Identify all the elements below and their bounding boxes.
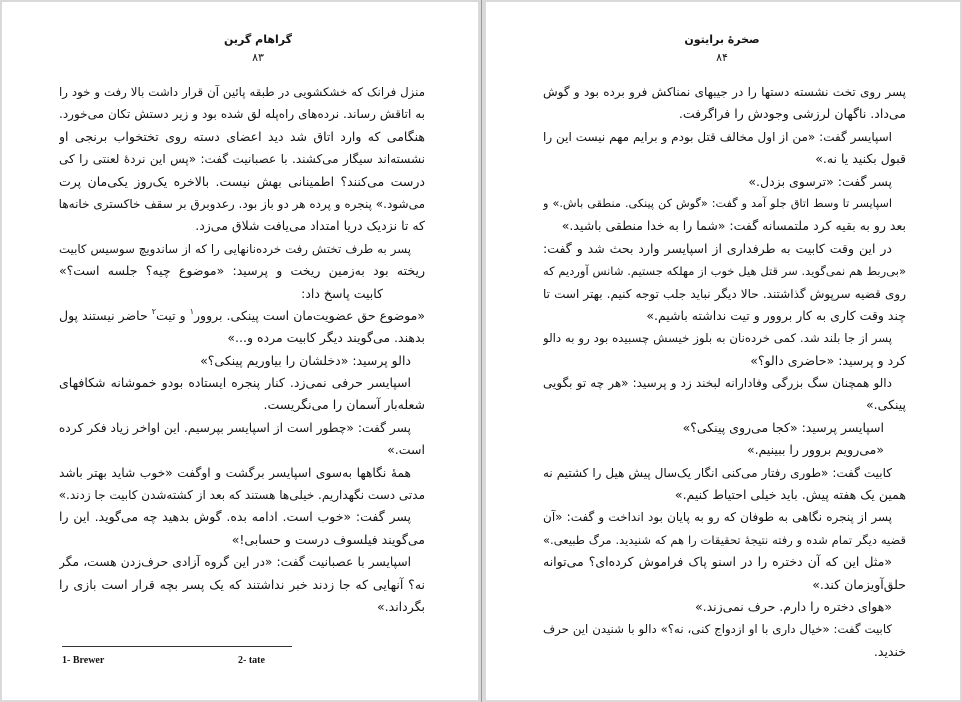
text-line: مدتی دست نگهداریم. خیلی‌ها هستند که بعد از کشته‌شدن کابیت جا زدند.» — [59, 488, 425, 503]
text-line: پینکی.» — [866, 397, 906, 413]
text-line: دالو پرسید: «دخلشان را بیاوریم پینکی؟» — [200, 352, 411, 368]
text-line: که تا نزدیک دریا امتداد می‌یافت شلاق می‌زد. — [195, 218, 425, 234]
text-line: اسپایسر تا وسط اتاق جلو آمد و گفت: «گوش کن پینکی. منطقی باش.» و — [543, 196, 892, 210]
text-line: نشسته‌اند سیگار می‌کشند. با عصبانیت گفت: «پس این نردهٔ لعنتی را کی — [59, 152, 425, 167]
text-line: حلق‌آویزمان کند.» — [812, 576, 906, 592]
text-line: بگرداند.» — [377, 598, 425, 614]
text-line: چند وقت کاری به کار بروور و تیت نداشته باشیم.» — [646, 307, 906, 323]
page-number: ۸۳ — [252, 51, 264, 64]
text-segment: «موضوع حق عضویت‌مان است پینکی. بروور — [194, 307, 425, 323]
text-line: در این وقت کابیت به طرفداری از اسپایسر وارد بحث شد و گفت: — [543, 240, 892, 256]
right-page — [486, 2, 960, 700]
text-line: پسر از جا بلند شد. کمی خرده‌نان به بلوز خیسش چسبیده بود رو به دالو — [543, 331, 892, 346]
text-line: «مثل این که آن دختره را در اسنو پاک فراموش کرده‌ای؟ می‌توانه — [543, 554, 892, 570]
text-line: نه؟ آنهایی که جا زدند خبر نداشتند که یک پسر بچه قرار است بازی را — [59, 576, 425, 592]
left-page — [2, 2, 478, 700]
text-line: پسر از پنجره نگاهی به طوفان که رو به پایان بود انداخت و گفت: «آن — [543, 510, 892, 525]
text-line: خندید. — [873, 643, 906, 659]
text-line: کرد و پرسید: «حاضری دالو؟» — [750, 352, 906, 368]
text-line: همین یک هفته پیش. باید خیلی احتیاط کنیم.» — [674, 487, 906, 503]
text-line: کابیت پاسخ داد: — [301, 285, 383, 301]
running-header-title: صخرهٔ برایتون — [684, 33, 760, 46]
text-line: درست می‌کنند؟ اطمینانی بهش نیست. بالاخره یک‌روز یکی‌مان پرت — [59, 173, 425, 189]
running-header-author: گراهام گرین — [224, 33, 292, 46]
text-segment: حاضر نیستند پول — [59, 307, 152, 323]
text-line: اسپایسر با عصبانیت گفت: «در این گروه آزادی حرف‌زدن هست، مگر — [59, 555, 411, 570]
book-gutter — [481, 0, 482, 702]
page-body-text — [543, 81, 906, 663]
text-line: روی قضیه سرپوش گذاشتند. حالا دیگر نباید جلب توجه کنیم. بهتر است تا — [543, 286, 906, 301]
text-line: به اتاقش رساند. نرده‌های راه‌پله لق شده بود و زیر دستش تکان می‌خورد. — [59, 107, 425, 122]
text-line: «هوای دختره را دارم. حرف نمی‌زند.» — [694, 598, 892, 614]
footnote: 2- tate — [238, 655, 265, 666]
text-line: بعد رو به بقیه کرد ملتمسانه گفت: «شما را به خدا منطقی باشید.» — [561, 218, 906, 234]
text-line — [59, 305, 425, 327]
text-line: پسر گفت: «خوب است. ادامه بده. گوش بدهید چه می‌گوید. این را — [59, 509, 411, 525]
text-line: اسپایسر پرسید: «کجا می‌روی پینکی؟» — [682, 419, 884, 435]
text-line: ریخته بود به‌زمین ریخت و پرسید: «موضوع چیه؟ جلسه است؟» — [59, 263, 425, 279]
footnote-marker: ۲ — [151, 306, 157, 316]
text-line: پسر گفت: «ترسوی بزدل.» — [748, 173, 892, 189]
text-line: همهٔ نگاهها به‌سوی اسپایسر برگشت و اوگفت «خوب شاید بهتر باشد — [59, 465, 411, 480]
text-line: پسر گفت: «چطور است از اسپایسر بپرسیم. این اواخر زیاد فکر کرده — [59, 420, 411, 435]
page-number: ۸۴ — [716, 51, 728, 64]
text-line: «بی‌ربط هم نمی‌گوید. سر قتل هیل خوب از مهلکه جستیم. شانس آوردیم که — [543, 264, 906, 279]
text-line: اسپایسر حرفی نمی‌زد. کنار پنجره ایستاده بودو خموشانه شکافهای — [59, 375, 411, 391]
text-line: «می‌رویم بروور را ببینیم.» — [746, 442, 884, 458]
text-line: است.» — [387, 442, 425, 458]
text-line: قبول بکنید یا نه.» — [815, 151, 906, 167]
footnote-divider — [62, 646, 292, 647]
text-line: می‌گویند فیلسوف درست و حسابی!» — [231, 531, 425, 547]
text-line: کابیت گفت: «طوری رفتار می‌کنی انگار یک‌سال پیش هیل را کشتیم نه — [543, 465, 892, 480]
text-line: بدهند. می‌گویند دیگر کابیت مرده و...» — [227, 330, 425, 346]
text-line: اسپایسر گفت: «من از اول مخالف قتل بودم و برایم مهم نیست این را — [543, 129, 892, 144]
text-line: کابیت گفت: «خیال داری با او ازدواج کنی، نه؟» دالو با شنیدن این حرف — [543, 622, 892, 637]
text-line: شعله‌بار آسمان را می‌نگریست. — [263, 397, 425, 413]
text-line: منزل فرانک که خشکشویی در طبقه پائین آن قرار داشت بالا رفت و خود را — [59, 85, 425, 99]
page-body-text — [59, 81, 425, 618]
text-line: دالو همچنان سگ بزرگی وفادارانه لبخند زد و پرسید: «هر چه تو بگویی — [543, 376, 892, 391]
text-line: می‌داد. ناگهان لرزشی وجودش را فراگرفت. — [678, 106, 906, 122]
text-line: می‌شود.» پنجره و پرده هر دو باز بود. رعدوبرق بر سقف خاکستری خانه‌ها — [59, 196, 425, 211]
text-line: پسر به طرف تختش رفت خرده‌نانهایی را که از ساندویچ سوسیس کابیت — [59, 241, 411, 256]
text-line: هنگامی که وارد اتاق شد دید اعضای دسته روی تختخواب برنجی او — [59, 128, 425, 144]
footnote: 1- Brewer — [62, 655, 105, 666]
footnote-marker: ۱ — [189, 306, 195, 316]
text-line: قضیه دیگر تمام شده و رفته نتیجهٔ تحقیقات را هم که شنیدید. مرگ طبیعی.» — [543, 532, 906, 547]
text-line: پسر روی تخت نشسته دستها را در جیبهای نمناکش فرو برده بود و گوش — [543, 85, 906, 99]
text-segment: و تیت — [156, 307, 190, 323]
